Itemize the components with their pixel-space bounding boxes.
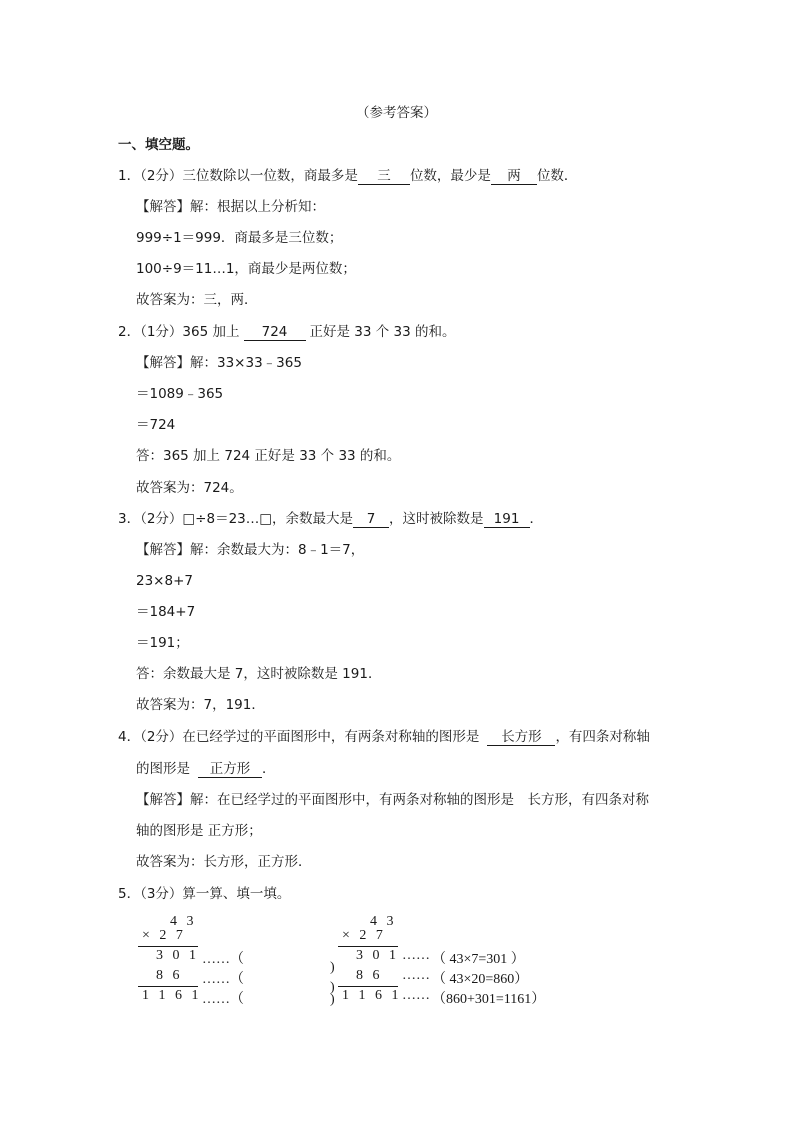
left-partial-1: 3 0 1	[156, 948, 199, 963]
q2-step-2: ＝724	[136, 417, 176, 433]
question-3	[118, 510, 543, 528]
right-partial-2: 8 6	[356, 968, 383, 983]
right-multiplier: × 2 7	[342, 928, 386, 943]
q2-prefix: 2．（1分）365 加上	[118, 324, 240, 340]
left-multiplicand: 4 3	[170, 914, 197, 929]
q2-suffix: 正好是 33 个 33 的和。	[309, 324, 456, 340]
q1-answer-label: 【解答】解：根据以上分析知：	[136, 199, 325, 215]
question-4-line-2	[136, 760, 276, 778]
right-dots-1: ……	[402, 948, 430, 963]
left-dots-2: ……（	[202, 972, 244, 987]
q3-blank-1: 7	[353, 511, 389, 528]
q2-step-1: ＝1089﹣365	[136, 386, 224, 402]
q3-final: 故答案为：7，191．	[136, 697, 265, 713]
q2-blank: 724	[244, 324, 306, 341]
q3-step-2: ＝184+7	[136, 604, 196, 620]
q4-answer-line-2: 轴的图形是 正方形；	[136, 823, 262, 839]
q4-prefix: 4．（2分）在已经学过的平面图形中，有两条对称轴的图形是	[118, 729, 480, 745]
q1-step-1: 999÷1＝999．商最多是三位数；	[136, 230, 343, 246]
right-dots-3: ……	[402, 988, 430, 1003]
q1-step-2: 100÷9＝11…1，商最少是两位数；	[136, 261, 356, 277]
q4-final: 故答案为：长方形，正方形．	[136, 854, 312, 870]
left-close-3: )	[330, 992, 335, 1007]
question-2	[118, 323, 456, 341]
q2-answer-label: 【解答】解：33×33﹣365	[136, 355, 302, 371]
q4-blank-1: 长方形	[487, 729, 555, 746]
left-dots-3: ……（	[202, 992, 244, 1007]
q1-prefix: 1．（2分）三位数除以一位数，商最多是	[118, 168, 358, 184]
right-result-1: （ 43×7=301 ）	[432, 952, 525, 967]
right-partial-1: 3 0 1	[356, 948, 399, 963]
q3-blank-2: 191	[484, 511, 530, 528]
question-4	[118, 728, 650, 746]
q2-final: 故答案为：724。	[136, 480, 243, 496]
right-dots-2: ……	[402, 968, 430, 983]
q3-answer-label: 【解答】解：余数最大为：8﹣1＝7，	[136, 542, 365, 558]
q3-mid: ，这时被除数是	[389, 511, 484, 527]
q1-blank-1: 三	[358, 168, 410, 185]
q4-blank-2: 正方形	[198, 761, 262, 778]
q4-answer-line-1: 【解答】解：在已经学过的平面图形中，有两条对称轴的图形是 长方形，有四条对称	[136, 792, 649, 808]
section-heading: 一、填空题。	[118, 137, 199, 153]
vertical-multiplication-right	[338, 914, 568, 1006]
q4-mid: ，有四条对称轴	[555, 729, 650, 745]
right-multiplicand: 4 3	[370, 914, 397, 929]
q3-step-3: ＝191；	[136, 635, 189, 651]
left-line-2	[138, 986, 198, 987]
left-close-2: )	[330, 980, 335, 995]
q3-suffix: ．	[529, 511, 544, 527]
page-title: （参考答案）	[356, 105, 437, 121]
left-close-1: )	[330, 960, 335, 975]
left-sum: 1 1 6 1	[142, 988, 202, 1003]
left-dots-1: ……（	[202, 952, 244, 967]
right-result-3: （860+301=1161）	[432, 992, 546, 1007]
q4-line2-prefix: 的图形是	[136, 761, 190, 777]
q3-step-1: 23×8+7	[136, 573, 193, 589]
q1-blank-2: 两	[491, 168, 537, 185]
question-5: 5．（3分）算一算、填一填。	[118, 886, 291, 902]
q1-final: 故答案为：三，两．	[136, 292, 258, 308]
left-partial-2: 8 6	[156, 968, 183, 983]
q1-suffix: 位数．	[536, 168, 578, 184]
q4-line2-suffix: ．	[262, 761, 276, 777]
q2-step-3: 答：365 加上 724 正好是 33 个 33 的和。	[136, 448, 401, 464]
right-sum: 1 1 6 1	[342, 988, 402, 1003]
question-1	[118, 167, 577, 185]
q3-step-4: 答：余数最大是 7，这时被除数是 191．	[136, 666, 382, 682]
right-result-2: （ 43×20=860）	[432, 972, 529, 987]
right-line-1	[338, 946, 398, 947]
vertical-multiplication-left	[138, 914, 338, 1006]
right-line-2	[338, 986, 398, 987]
q3-prefix: 3．（2分）□÷8＝23…□，余数最大是	[118, 511, 354, 527]
left-multiplier: × 2 7	[142, 928, 186, 943]
left-line-1	[138, 946, 198, 947]
q1-mid: 位数，最少是	[409, 168, 491, 184]
